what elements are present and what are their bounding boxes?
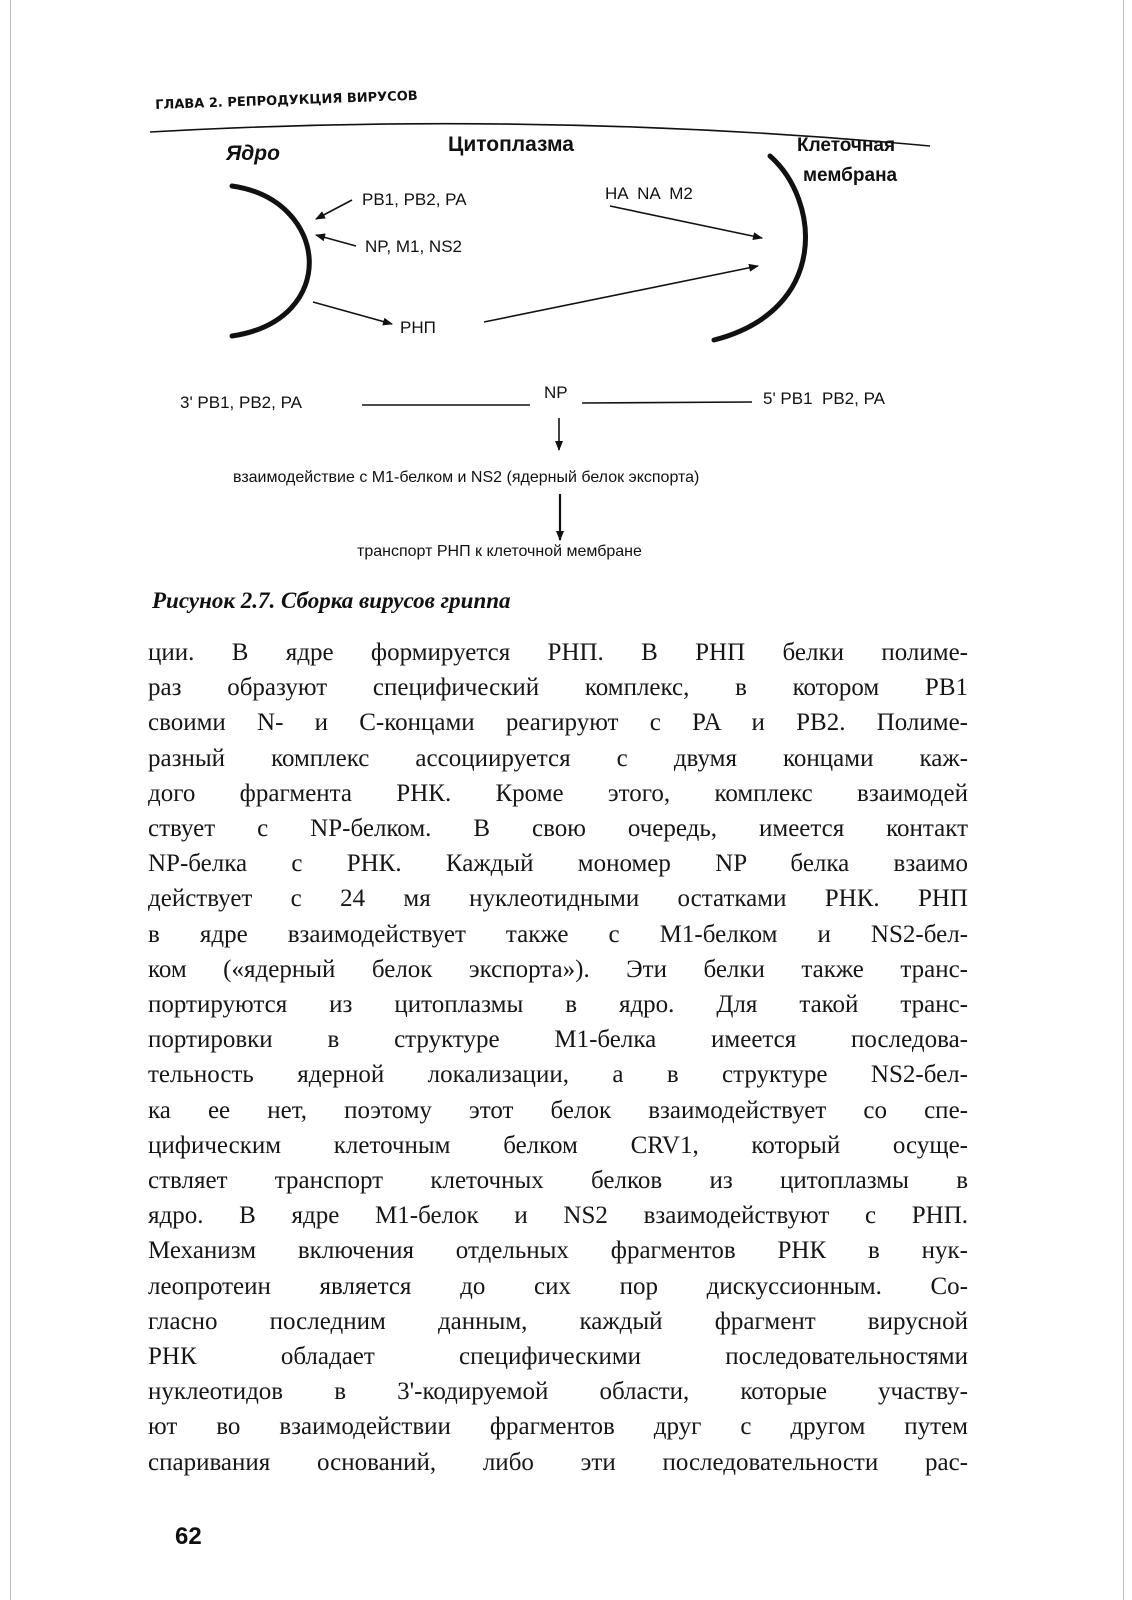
label-np: NP (544, 383, 568, 402)
body-line: ют во взаимодействии фрагментов друг с другом путем (148, 1413, 968, 1441)
body-line: нуклеотидов в 3'-кодируемой области, которые участву- (148, 1378, 968, 1406)
nucleus-boundary-arc (232, 186, 309, 336)
page-number: 62 (175, 1523, 202, 1550)
body-line: портировки в структуре M1-белка имеется последова- (148, 1026, 968, 1054)
influenza-assembly-diagram (0, 0, 1132, 570)
label-membrane-2: мембрана (803, 165, 898, 186)
body-line: дого фрагмента РНК. Кроме этого, комплекс взаимодей (148, 779, 968, 807)
label-rna-3-end: 3' PB1, PB2, PA (180, 393, 302, 412)
figure-caption: Рисунок 2.7. Сборка вирусов гриппа (152, 588, 511, 613)
body-line: ствует с NP-белком. В свою очередь, имеется контакт (148, 815, 968, 843)
arrow-rnp-to-membrane (484, 266, 758, 322)
body-line: ции. В ядре формируется РНП. В РНП белки полиме- (148, 639, 968, 666)
body-line: леопротеин является до сих пор дискуссионным. Со- (148, 1272, 968, 1300)
body-line: действует с 24 мя нуклеотидными остатками РНК. РНП (148, 885, 968, 913)
body-line: разный комплекс ассоциируется с двумя концами каж- (148, 744, 968, 772)
label-interaction: взаимодействие с M1-белком и NS2 (ядерный белок экспорта) (233, 469, 700, 486)
label-polymerase: PB1, PB2, PA (362, 190, 467, 209)
body-line: тельность ядерной локализации, а в структуре NS2-бел- (148, 1061, 968, 1089)
label-cytoplasm: Цитоплазма (448, 133, 574, 156)
body-line: ядро. В ядре M1-белок и NS2 взаимодействуют с РНП. (148, 1202, 968, 1230)
arrow-np-to-nucleus (316, 235, 356, 246)
body-line: гласно последним данным, каждый фрагмент вирусной (148, 1307, 968, 1335)
label-rna-5-end: 5' PB1 PB2, PA (763, 389, 885, 408)
label-np-m1-ns2: NP, M1, NS2 (365, 237, 463, 256)
label-nucleus: Ядро (226, 142, 280, 165)
body-line: цифическим клеточным белком CRV1, который осуще- (148, 1131, 968, 1159)
body-line: спаривания оснований, либо эти последовательности рас- (148, 1448, 968, 1476)
label-transport: транспорт РНП к клеточной мембране (357, 543, 642, 560)
body-line: NP-белка с РНК. Каждый мономер NP белка взаимо (148, 850, 968, 878)
body-line: Механизм включения отдельных фрагментов РНК в нук- (148, 1237, 968, 1265)
body-line: ком («ядерный белок экспорта»). Эти белки также транс- (148, 955, 968, 983)
body-line: портируются из цитоплазмы в ядро. Для такой транс- (148, 991, 968, 1019)
rna-line-right (582, 402, 752, 403)
label-glycoproteins: HA NA M2 (605, 184, 693, 203)
arrow-polymerase-to-nucleus (316, 200, 352, 219)
arrow-nucleus-to-rnp (313, 302, 392, 324)
body-paragraph (148, 635, 968, 1480)
body-line: своими N- и C-концами реагируют с PA и PB2. Полиме- (148, 709, 968, 737)
arrow-glycoproteins-to-membrane (610, 206, 762, 238)
label-membrane-1: Клеточная (797, 135, 896, 156)
body-line: РНК обладает специфическими последовательностями (148, 1343, 968, 1371)
body-line: раз образуют специфический комплекс, в котором PB1 (148, 674, 968, 702)
body-line: ка ее нет, поэтому этот белок взаимодействует со спе- (148, 1096, 968, 1124)
body-line: в ядре взаимодействует также с M1-белком и NS2-бел- (148, 920, 968, 948)
running-head: ГЛАВА 2. РЕПРОДУКЦИЯ ВИРУСОВ (155, 88, 418, 113)
cell-membrane-arc (714, 156, 805, 340)
label-rnp: РНП (400, 318, 436, 337)
body-line: ствляет транспорт клеточных белков из цитоплазмы в (148, 1167, 968, 1195)
